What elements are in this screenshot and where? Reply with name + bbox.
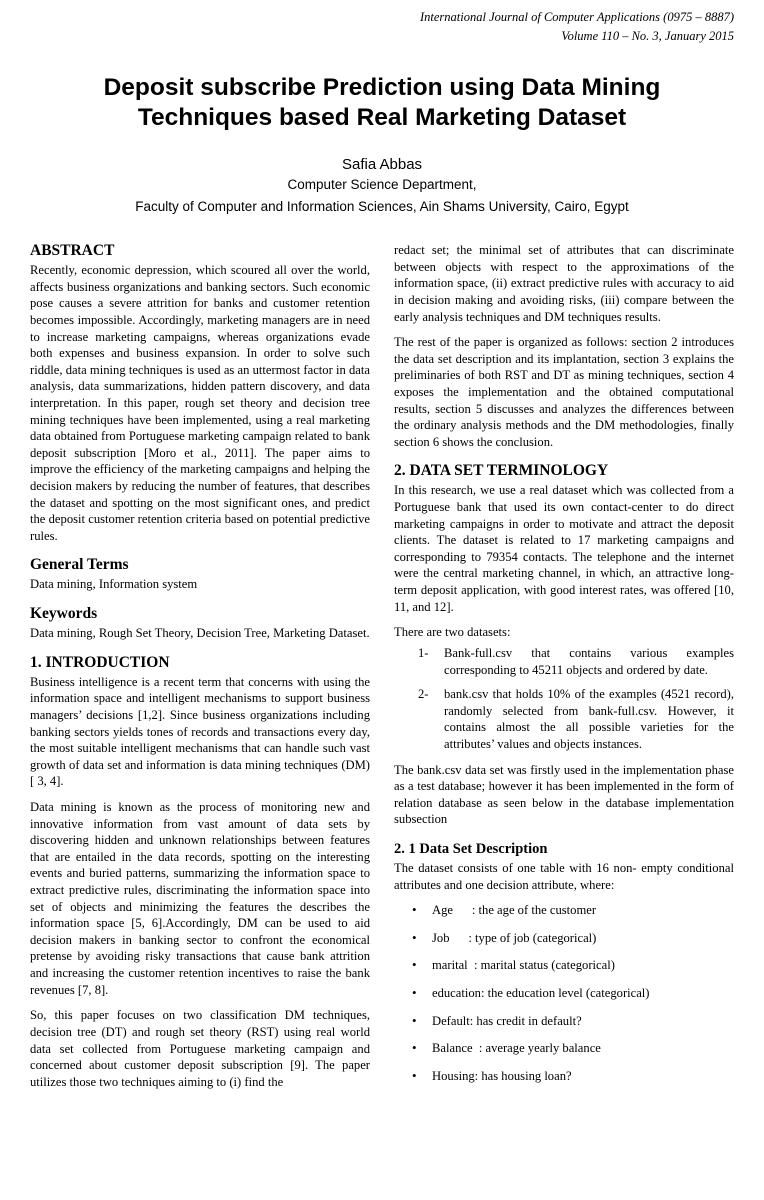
after-list-paragraph: The bank.csv data set was firstly used in the implementation phase as a test database; however it has been implemented in the form of relation database as seen below in the database implementation subsection bbox=[394, 762, 734, 827]
continued-paragraph-2: The rest of the paper is organized as follows: section 2 introduces the data set description and its implantation, section 3 explains the preliminaries of both RST and DT as mining techniques, section 4 exposes the implementation and the obtained computational results, section 5 discusses and analyzes the differences between the ordinary analysis methods and the DM methodologies, finally section 6 shows the conclusion. bbox=[394, 335, 734, 449]
attributes-list bbox=[394, 902, 734, 1084]
attribute-name: Housing: bbox=[432, 1068, 479, 1083]
journal-header bbox=[30, 8, 734, 47]
introduction-heading: 1. INTRODUCTION bbox=[30, 653, 170, 671]
right-column bbox=[394, 242, 734, 1099]
list-text: bank.csv that holds 10% of the examples (4521 record), randomly selected from bank-full.csv. However, it contains almost the all possible varieties for the attributes’ values and objects instances. bbox=[444, 687, 734, 751]
list-item bbox=[394, 645, 734, 678]
continued-paragraph-1: redact set; the minimal set of attributes that can discriminate between objects with respect to the approximations of the information space, (ii) extract predictive rules with accuracy to aid in decision making and avoiding risks, (iii) compare between the early analysis techniques and DM techniques results. bbox=[394, 243, 734, 324]
page-title: Deposit subscribe Prediction using Data Mining Techniques based Real Marketing Dataset bbox=[103, 73, 661, 132]
attribute-name: Default: bbox=[432, 1013, 474, 1028]
general-terms-text: Data mining, Information system bbox=[30, 577, 198, 592]
general-terms-heading: General Terms bbox=[30, 556, 129, 574]
list-marker: 1- bbox=[418, 645, 429, 660]
journal-volume: Volume 110 – No. 3, January 2015 bbox=[561, 29, 734, 44]
author-name: Safia Abbas bbox=[341, 156, 423, 173]
list-text: Bank-full.csv that contains various examples corresponding to 45211 objects and ordered by date. bbox=[444, 645, 734, 677]
attribute-description: : type of job (categorical) bbox=[468, 930, 597, 945]
list-item bbox=[394, 985, 734, 1002]
left-column bbox=[30, 242, 370, 1099]
terminology-heading: 2. DATA SET TERMINOLOGY bbox=[394, 462, 609, 480]
attribute-name: education: bbox=[432, 986, 485, 1001]
abstract-text: Recently, economic depression, which scoured all over the world, affects business organizations and banking sectors. Such economic pose causes a severe attrition for banks and customer retention becomes impossible. Accordingly, marketing managers are in need to increase marketing campaigns, whereas organizations evade both expenses and business expansion. In order to solve such riddle, data mining techniques is used as an uttermost factor in data analysis, data summarizations, hidden pattern discovery, and data interpretation. In this paper, rough set theory and decision tree mining techniques have been implemented, using a real marketing data obtained from Portuguese marketing campaign related to bank deposit subscription [Moro et al., 2011]. The paper aims to improve the efficiency of the marketing campaigns and helping the decision makers by reducing the number of features, that describes the dataset and spotting on the most significant ones, and predict the deposit customer retention criteria based on potential predictive rules. bbox=[30, 263, 370, 543]
attribute-description: : the age of the customer bbox=[471, 903, 597, 918]
list-marker: 2- bbox=[418, 687, 429, 702]
data-set-description-heading: 2. 1 Data Set Description bbox=[394, 841, 548, 858]
list-item bbox=[394, 1013, 734, 1030]
two-column-body bbox=[30, 242, 734, 1099]
attribute-description: has credit in default? bbox=[476, 1013, 582, 1028]
introduction-paragraph-1: Business intelligence is a recent term that concerns with using the information space and intelligent mechanisms to support business managers’ decisions [1,2]. Since business organizations including banking sectors yields tones of records and transactions every day, the most suitable intelligent mechanisms that can handle such vast growth of data set and information is data mining techniques (DM)[ 3, 4]. bbox=[30, 674, 370, 789]
attribute-name: Age bbox=[432, 903, 453, 918]
datasets-intro: There are two datasets: bbox=[394, 625, 511, 640]
attribute-description: the education level (categorical) bbox=[487, 986, 650, 1001]
attribute-description: has housing loan? bbox=[481, 1068, 572, 1083]
list-item bbox=[394, 957, 734, 974]
attribute-description: : marital status (categorical) bbox=[473, 958, 615, 973]
attribute-description: : average yearly balance bbox=[478, 1041, 601, 1056]
abstract-heading: ABSTRACT bbox=[30, 242, 115, 260]
list-item bbox=[394, 930, 734, 947]
introduction-paragraph-2: Data mining is known as the process of monitoring new and innovative information from vast amount of data sets by discovering hidden and unknown relationships between features that are entailed in the data records, spotting on the interesting events and buried patterns, summarizing the information space to extract predictive rules, discriminating the information space into set of objects and minimizing the features the describes the information space [5, 6].Accordingly, DM can be used to aid decision makers in banking sector to confront the economical pretense by avoiding risky transactions that cause bank attrition and increasing the customer retention incentives to raise the bank revenues [7, 8]. bbox=[30, 799, 370, 997]
keywords-heading: Keywords bbox=[30, 605, 98, 623]
terminology-paragraph-1: In this research, we use a real dataset which was collected from a Portuguese bank that used its own contact-center to do direct marketing campaigns in order to motivate and attract the deposit clients. The dataset is related to 17 marketing campaigns and corresponding to 79354 contacts. The telephone and the internet were the central marketing channel, in which, an attractive long-term deposit application, with good interest rates, was offered [10, 11, and 12]. bbox=[394, 483, 734, 614]
attribute-name: Job bbox=[432, 930, 450, 945]
introduction-paragraph-3: So, this paper focuses on two classification DM techniques, decision tree (DT) and rough set theory (RST) using real world data set collected from Portuguese marketing campaign and concerned about customer deposit subscription [9]. The paper utilizes those two techniques aiming to (i) find the bbox=[30, 1008, 370, 1089]
attribute-name: marital bbox=[432, 958, 468, 973]
list-item bbox=[394, 1040, 734, 1057]
data-set-description-paragraph: The dataset consists of one table with 16 non- empty conditional attributes and one decision attribute, where: bbox=[394, 861, 734, 892]
journal-name-issn: International Journal of Computer Applications (0975 – 8887) bbox=[420, 10, 734, 24]
list-item bbox=[394, 902, 734, 919]
datasets-list bbox=[394, 645, 734, 753]
list-item bbox=[394, 686, 734, 752]
author-affiliation-line2: Faculty of Computer and Information Sciences, Ain Shams University, Cairo, Egypt bbox=[135, 198, 629, 214]
list-item bbox=[394, 1068, 734, 1085]
author-affiliation-line1: Computer Science Department, bbox=[287, 177, 477, 192]
attribute-name: Balance bbox=[432, 1041, 473, 1056]
keywords-text: Data mining, Rough Set Theory, Decision Tree, Marketing Dataset. bbox=[30, 626, 370, 641]
author-block bbox=[30, 156, 734, 216]
